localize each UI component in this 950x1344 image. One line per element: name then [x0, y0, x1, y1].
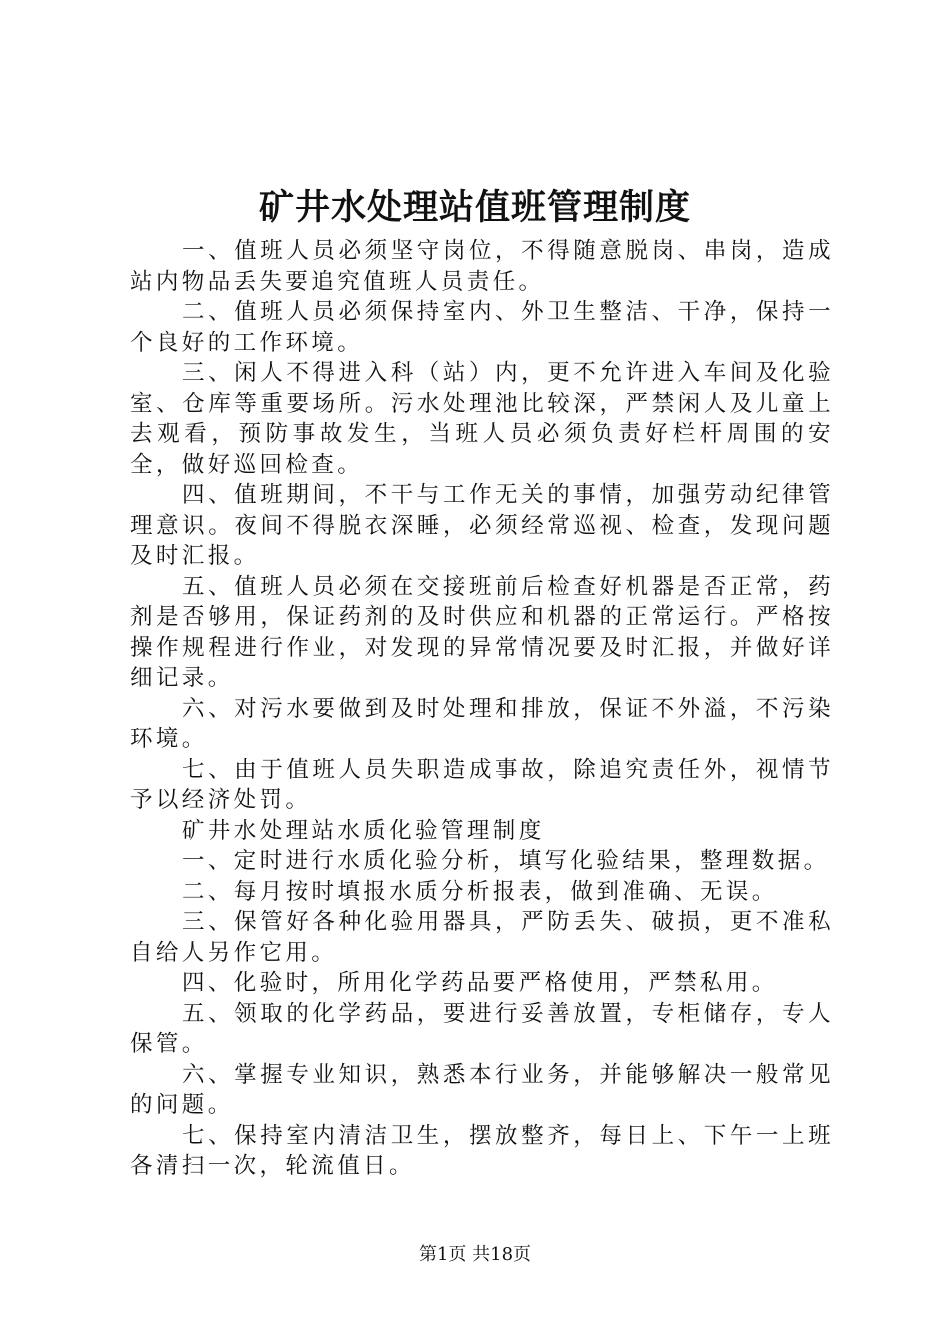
paragraph: 一、值班人员必须坚守岗位，不得随意脱岗、串岗，造成站内物品丢失要追究值班人员责任。 [130, 238, 834, 295]
paragraph: 二、值班人员必须保持室内、外卫生整洁、干净，保持一个良好的工作环境。 [130, 299, 834, 356]
page-footer: 第1页 共18页 [418, 1244, 532, 1265]
paragraph: 四、值班期间，不干与工作无关的事情，加强劳动纪律管理意识。夜间不得脱衣深睡，必须经常巡视、检查，发现问题及时汇报。 [130, 482, 834, 569]
paragraph: 三、保管好各种化验用器具，严防丢失、破损，更不准私自给人另作它用。 [130, 909, 834, 966]
paragraph: 四、化验时，所用化学药品要严格使用，严禁私用。 [182, 970, 778, 996]
paragraph: 一、定时进行水质化验分析，填写化验结果，整理数据。 [182, 848, 830, 874]
section-heading: 矿井水处理站水质化验管理制度 [182, 817, 545, 844]
paragraph: 五、值班人员必须在交接班前后检查好机器是否正常，药剂是否够用，保证药剂的及时供应和机器的正常运行。严格按操作规程进行作业，对发现的异常情况要及时汇报，并做好详细记录。 [130, 573, 834, 691]
paragraph: 二、每月按时填报水质分析报表，做到准确、无误。 [182, 878, 778, 905]
paragraph: 六、对污水要做到及时处理和排放，保证不外溢，不污染环境。 [130, 695, 834, 752]
document-title: 矿井水处理站值班管理制度 [258, 187, 691, 228]
paragraph: 五、领取的化学药品，要进行妥善放置，专柜储存，专人保管。 [130, 1000, 834, 1057]
paragraph: 六、掌握专业知识，熟悉本行业务，并能够解决一般常见的问题。 [130, 1061, 834, 1118]
document-body [130, 236, 834, 1182]
paragraph: 七、保持室内清洁卫生，摆放整齐，每日上、下午一上班各清扫一次，轮流值日。 [130, 1122, 834, 1179]
paragraph: 七、由于值班人员失职造成事故，除追究责任外，视情节予以经济处罚。 [130, 756, 834, 813]
paragraph: 三、闲人不得进入科（站）内，更不允许进入车间及化验室、仓库等重要场所。污水处理池比较深，严禁闲人及儿童上去观看，预防事故发生，当班人员必须负责好栏杆周围的安全，做好巡回检查。 [130, 360, 834, 478]
